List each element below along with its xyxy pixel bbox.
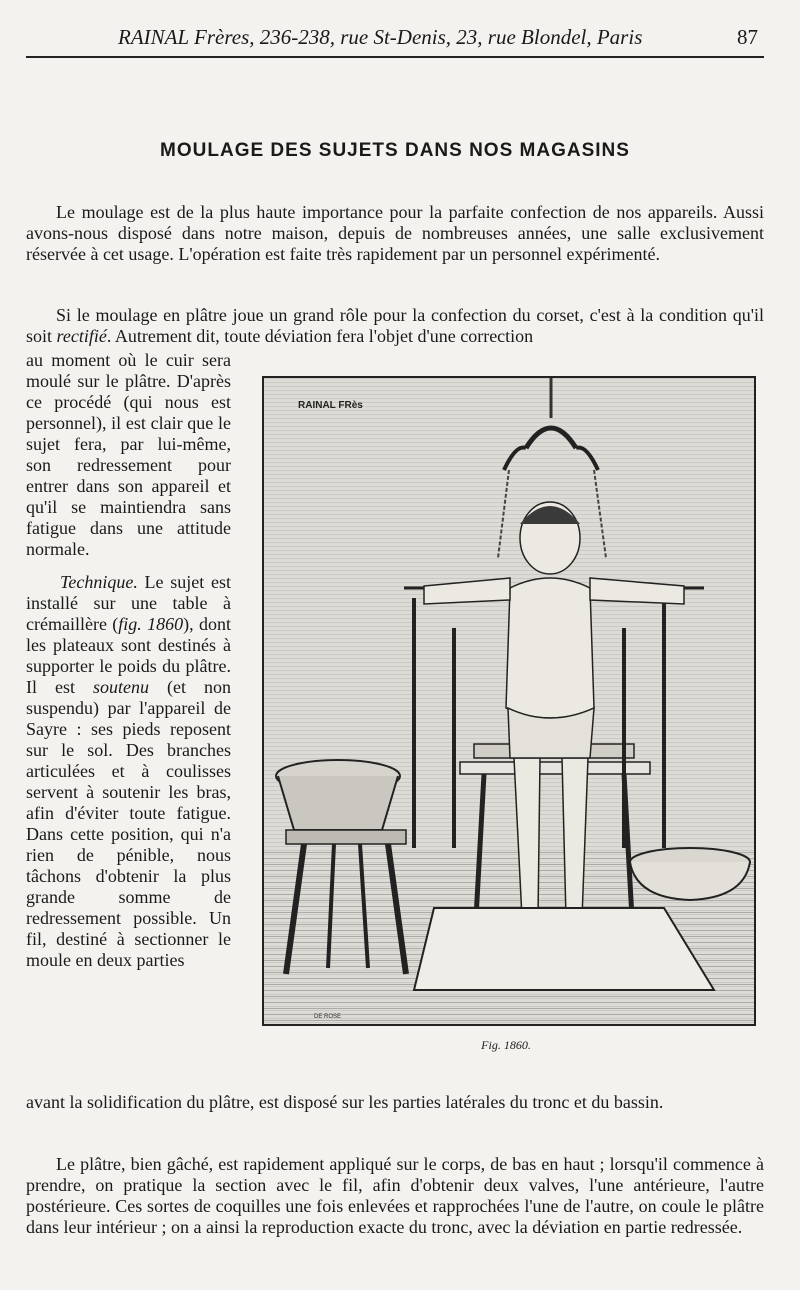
plate-label: RAINAL FRès — [298, 400, 363, 411]
paragraph-continuation: avant la solidification du plâtre, est disposé sur les parties latérales du tronc et du bassin. — [26, 1092, 664, 1112]
engraving-figure — [262, 376, 756, 1026]
p2-italic-rectifie: rectifié — [56, 326, 107, 346]
soutenu-italic: soutenu — [93, 677, 149, 697]
running-header — [118, 22, 758, 52]
technique-label: Technique. — [60, 572, 138, 592]
p2-text-after: . Autrement dit, toute déviation fera l'objet d'une correction — [106, 326, 534, 346]
header-rule — [26, 56, 764, 58]
column-text-a: au moment où le cuir sera moulé sur le plâtre. D'après ce procédé (qui nous est personnel), il est clair que le sujet fera, par lui-même, son redressement pour entrer dans son appareil et qu'il se maintiendra sans fatigue dans une attitude normale. — [26, 350, 231, 559]
p2-text-before: Si le moulage en plâtre joue un grand rôle pour la confection du corset, c'est à la condition qu'il soit — [26, 305, 764, 346]
technique-text-3: (et non suspendu) par l'appareil de Sayre : ses pieds reposent sur le sol. Des branches articulées et à coulisses servent à soutenir les bras, afin d'éviter toute fatigue. Dans cette position, qui n'a rien de pénible, nous tâchons d'obtenir la plus grande somme de redressement possible. Un fil, destiné à sectionner le moule en deux parties — [26, 677, 231, 970]
engraver-signature: DE ROSE — [314, 1014, 342, 1020]
left-column-text — [26, 350, 231, 971]
technique-text-2: ), dont les plateaux sont destinés à supporter le poids du plâtre. Il est — [26, 614, 232, 697]
technique-text-1: Le sujet est installé sur une table à crémaillère ( — [26, 572, 231, 634]
section-title: MOULAGE DES SUJETS DANS NOS MAGASINS — [160, 140, 630, 161]
figure-caption: Fig. 1860. — [481, 1038, 531, 1052]
header-house-address: RAINAL Frères, 236-238, rue St-Denis, 23, rue Blondel, Paris — [118, 25, 643, 49]
paragraph-platre: Le plâtre, bien gâché, est rapidement appliqué sur le corps, de bas en haut ; lorsqu'il commence à prendre, on pratique la section avec le fil, afin d'obtenir deux valves, l'une antérieure, l'autre postérieure. Ces sortes de coquilles une fois enlevées et rapprochées l'une de l'autre, on coule le plâtre dans leur intérieur ; on a ainsi la reproduction exacte du tronc, avec la déviation en partie redressée. — [26, 1154, 764, 1237]
sayre-apparatus-illustration — [264, 378, 754, 1024]
paragraph-rectifie — [26, 305, 764, 347]
paragraph-intro: Le moulage est de la plus haute importance pour la parfaite confection de nos appareils. Aussi avons-nous disposé dans notre maison, depuis de nombreuses années, une salle exclusivement réservée à cet usage. L'opération est faite très rapidement par un personnel expérimenté. — [26, 202, 764, 264]
figure-reference: fig. 1860 — [118, 614, 184, 634]
technique-paragraph — [26, 572, 231, 971]
page-number: 87 — [737, 25, 758, 49]
